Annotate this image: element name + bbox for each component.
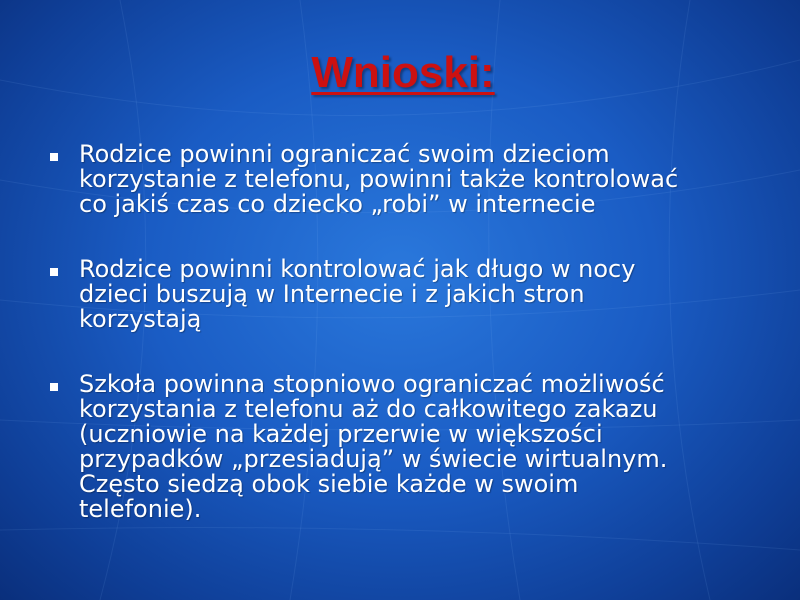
- bullet-text-line: telefonie).: [79, 495, 202, 523]
- bullet-text-line: dzieci buszują w Internecie i z jakich stron: [79, 280, 585, 308]
- bullet-item: [0, 372, 800, 522]
- bullet-text-line: korzystanie z telefonu, powinni także kontrolować: [79, 165, 679, 193]
- bullet-text-line: Szkoła powinna stopniowo ograniczać możliwość: [79, 370, 665, 398]
- bullet-item: [0, 142, 800, 217]
- bullet-text-line: Rodzice powinni ograniczać swoim dzieciom: [79, 140, 610, 168]
- bullet-text-line: przypadków „przesiadują” w świecie wirtualnym.: [79, 445, 668, 473]
- square-bullet-icon: [50, 268, 58, 276]
- slide-title-text: Wnioski:: [311, 48, 495, 97]
- bullet-text-line: (uczniowie na każdej przerwie w większości: [79, 420, 603, 448]
- bullet-text-line: Rodzice powinni kontrolować jak długo w nocy: [79, 255, 636, 283]
- square-bullet-icon: [50, 153, 58, 161]
- square-bullet-icon: [50, 383, 58, 391]
- bullet-text-line: Często siedzą obok siebie każde w swoim: [79, 470, 579, 498]
- bullet-text-line: co jakiś czas co dziecko „robi” w internecie: [79, 190, 596, 218]
- bullet-text-line: korzystają: [79, 305, 202, 333]
- bullet-list: [0, 142, 800, 562]
- slide-title: [0, 48, 800, 98]
- bullet-text-line: korzystania z telefonu aż do całkowitego zakazu: [79, 395, 658, 423]
- bullet-item: [0, 257, 800, 332]
